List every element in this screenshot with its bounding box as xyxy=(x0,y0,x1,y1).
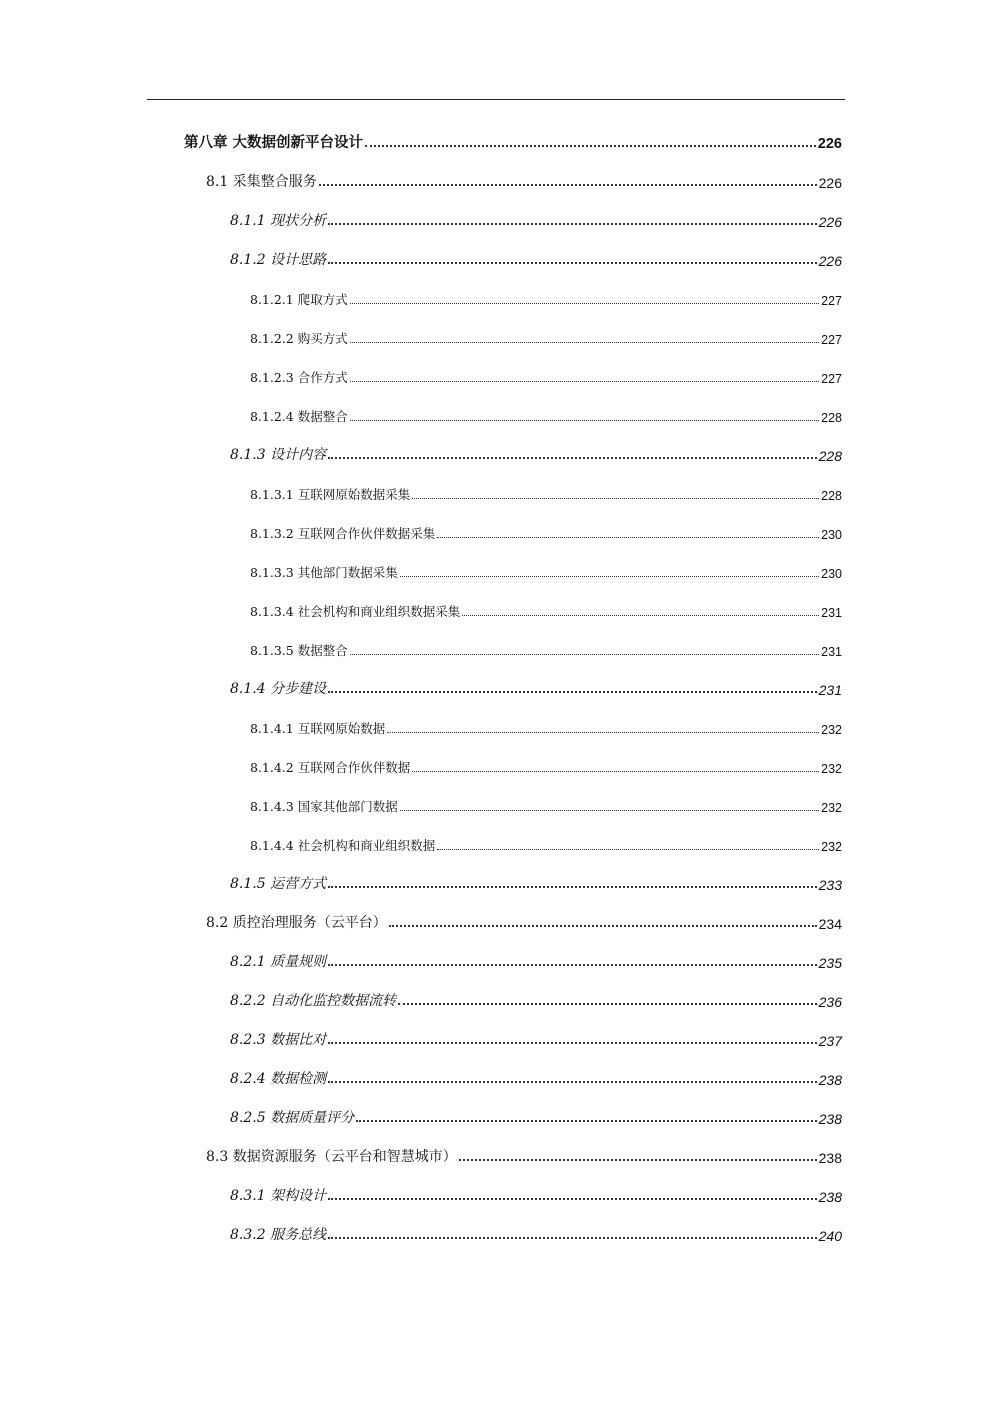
toc-leader-dots xyxy=(365,145,816,147)
toc-entry[interactable] xyxy=(250,518,842,542)
toc-entry[interactable] xyxy=(230,440,842,464)
toc-page-number: 226 xyxy=(817,136,842,152)
toc-page-number: 227 xyxy=(821,294,842,308)
toc-entry-title: 8.1.2.3 合作方式 xyxy=(250,370,348,385)
toc-page-number: 234 xyxy=(818,916,842,932)
toc-page-number: 233 xyxy=(818,877,842,893)
toc-page-number: 238 xyxy=(818,1072,842,1088)
toc-leader-dots xyxy=(328,886,817,888)
toc-entry-title: 8.3 数据资源服务（云平台和智慧城市） xyxy=(206,1149,457,1165)
toc-entry-title: 第八章 大数据创新平台设计 xyxy=(184,135,364,151)
toc-page-number: 227 xyxy=(821,333,842,347)
toc-entry[interactable] xyxy=(250,752,842,776)
toc-entry-title: 8.2.4 数据检测 xyxy=(230,1071,327,1087)
toc-page-number: 228 xyxy=(821,489,842,503)
toc-page-number: 228 xyxy=(818,448,842,464)
toc-entry-title: 8.2 质控治理服务（云平台） xyxy=(206,915,387,931)
toc-leader-dots xyxy=(328,691,817,693)
toc-leader-dots xyxy=(356,1120,817,1122)
toc-leader-dots xyxy=(459,1159,817,1161)
toc-entry[interactable] xyxy=(250,401,842,425)
toc-entry-title: 8.1.2.1 爬取方式 xyxy=(250,292,348,307)
toc-page-number: 226 xyxy=(818,214,842,230)
toc-entry-title: 8.1.4 分步建设 xyxy=(230,681,327,697)
toc-leader-dots xyxy=(328,262,817,264)
toc-entry-title: 8.1.3.1 互联网原始数据采集 xyxy=(250,487,411,502)
toc-leader-dots xyxy=(328,1237,817,1239)
toc-page-number: 238 xyxy=(818,1150,842,1166)
toc-entry[interactable] xyxy=(250,713,842,737)
toc-entry-title: 8.1.3 设计内容 xyxy=(230,447,327,463)
toc-page-number: 237 xyxy=(818,1033,842,1049)
toc-entry[interactable] xyxy=(250,323,842,347)
toc-leader-dots xyxy=(328,1198,817,1200)
toc-leader-dots xyxy=(350,303,819,304)
toc-entry-title: 8.3.2 服务总线 xyxy=(230,1227,327,1243)
toc-entry-title: 8.3.1 架构设计 xyxy=(230,1188,327,1204)
toc-leader-dots xyxy=(462,615,819,616)
toc-page-number: 228 xyxy=(821,411,842,425)
toc-entry-title: 8.1.3.5 数据整合 xyxy=(250,643,348,658)
toc-entry[interactable] xyxy=(250,362,842,386)
toc-leader-dots xyxy=(400,810,819,811)
toc-page-number: 231 xyxy=(818,682,842,698)
toc-entry-title: 8.2.1 质量规则 xyxy=(230,954,327,970)
toc-entry-title: 8.2.5 数据质量评分 xyxy=(230,1110,355,1126)
toc-entry[interactable] xyxy=(250,830,842,854)
toc-page-number: 236 xyxy=(818,994,842,1010)
toc-entry[interactable] xyxy=(230,986,842,1010)
toc-entry-title: 8.2.3 数据比对 xyxy=(230,1032,327,1048)
toc-leader-dots xyxy=(350,342,819,343)
toc-leader-dots xyxy=(400,576,819,577)
toc-page-number: 230 xyxy=(821,528,842,542)
toc-leader-dots xyxy=(328,964,817,966)
toc-entry[interactable] xyxy=(230,1064,842,1088)
toc-entry-title: 8.1.2.2 购买方式 xyxy=(250,331,348,346)
toc-entry[interactable] xyxy=(230,245,842,269)
toc-page-number: 235 xyxy=(818,955,842,971)
toc-leader-dots xyxy=(387,732,819,733)
toc-leader-dots xyxy=(350,420,819,421)
toc-page-number: 227 xyxy=(821,372,842,386)
toc-leader-dots xyxy=(389,925,817,927)
toc-page-number: 232 xyxy=(821,840,842,854)
toc-entry[interactable] xyxy=(230,869,842,893)
toc-entry-title: 8.1.3.2 互联网合作伙伴数据采集 xyxy=(250,526,436,541)
toc-entry[interactable] xyxy=(230,1220,842,1244)
toc-leader-dots xyxy=(328,1081,817,1083)
toc-leader-dots xyxy=(328,457,817,459)
toc-entry[interactable] xyxy=(230,1181,842,1205)
toc-entry[interactable] xyxy=(250,596,842,620)
toc-leader-dots xyxy=(412,498,819,499)
toc-entry-title: 8.1.4.4 社会机构和商业组织数据 xyxy=(250,838,436,853)
toc-leader-dots xyxy=(328,223,817,225)
toc-leader-dots xyxy=(350,381,819,382)
toc-entry[interactable] xyxy=(250,479,842,503)
header-rule xyxy=(147,99,845,100)
toc-leader-dots xyxy=(398,1003,817,1005)
toc-entry[interactable] xyxy=(184,128,842,152)
toc-page-number: 238 xyxy=(818,1111,842,1127)
toc-leader-dots xyxy=(328,1042,817,1044)
toc-entry-title: 8.1.5 运营方式 xyxy=(230,876,327,892)
toc-entry[interactable] xyxy=(230,947,842,971)
toc-leader-dots xyxy=(412,771,819,772)
toc-page-number: 231 xyxy=(821,606,842,620)
toc-entry[interactable] xyxy=(206,167,842,191)
toc-entry-title: 8.1.4.1 互联网原始数据 xyxy=(250,721,386,736)
toc-page-number: 230 xyxy=(821,567,842,581)
toc-entry-title: 8.1.4.2 互联网合作伙伴数据 xyxy=(250,760,411,775)
toc-entry[interactable] xyxy=(250,284,842,308)
toc-entry-title: 8.2.2 自动化监控数据流转 xyxy=(230,993,397,1009)
toc-entry-title: 8.1.1 现状分析 xyxy=(230,213,327,229)
toc-entry-title: 8.1 采集整合服务 xyxy=(206,174,317,190)
toc-entry[interactable] xyxy=(230,674,842,698)
toc-page-number: 231 xyxy=(821,645,842,659)
toc-leader-dots xyxy=(319,184,817,186)
toc-entry[interactable] xyxy=(250,635,842,659)
toc-page-number: 232 xyxy=(821,762,842,776)
toc-page-number: 232 xyxy=(821,723,842,737)
toc-entry-title: 8.1.2.4 数据整合 xyxy=(250,409,348,424)
toc-page-number: 238 xyxy=(818,1189,842,1205)
toc-page-number: 226 xyxy=(818,175,842,191)
toc-entry[interactable] xyxy=(206,908,842,932)
toc-entry-title: 8.1.3.4 社会机构和商业组织数据采集 xyxy=(250,604,461,619)
toc-page-number: 240 xyxy=(818,1228,842,1244)
toc-entry[interactable] xyxy=(230,1103,842,1127)
toc-entry-title: 8.1.4.3 国家其他部门数据 xyxy=(250,799,398,814)
toc-entry[interactable] xyxy=(206,1142,842,1166)
toc-page-number: 226 xyxy=(818,253,842,269)
toc-entry[interactable] xyxy=(250,791,842,815)
toc-leader-dots xyxy=(350,654,819,655)
toc-page-number: 232 xyxy=(821,801,842,815)
toc-entry-title: 8.1.2 设计思路 xyxy=(230,252,327,268)
toc-entry-title: 8.1.3.3 其他部门数据采集 xyxy=(250,565,398,580)
toc-leader-dots xyxy=(437,537,819,538)
toc-entry[interactable] xyxy=(250,557,842,581)
toc-entry[interactable] xyxy=(230,1025,842,1049)
toc-leader-dots xyxy=(437,849,819,850)
toc-entry[interactable] xyxy=(230,206,842,230)
